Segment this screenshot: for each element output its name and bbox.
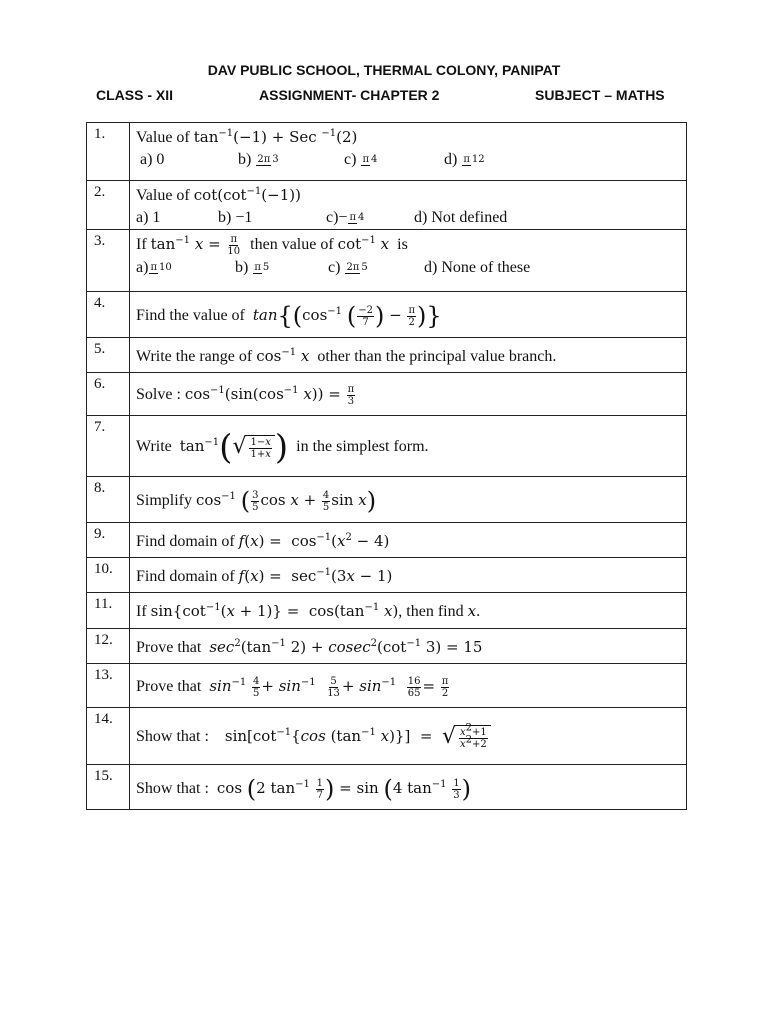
subject-label: SUBJECT – MATHS: [535, 87, 665, 103]
school-name: DAV PUBLIC SCHOOL, THERMAL COLONY, PANIPAT: [207, 62, 561, 78]
question-row-13: [87, 664, 687, 708]
question-number: 14.: [87, 708, 130, 765]
question-row-7: [87, 416, 687, 477]
question-number: 6.: [87, 373, 130, 416]
question-number: 15.: [87, 765, 130, 810]
question-text: Find domain of $f(x) = \cos^{-1}(x^2 - 4)$: [130, 523, 687, 558]
question-row-6: [87, 373, 687, 416]
question-row-8: [87, 477, 687, 523]
question-row-12: [87, 629, 687, 664]
question-text: Value of $\cot(\cot^{-1}(-1))$ a) 1 b) −1 c)− π 4 d) Not defined: [130, 181, 687, 230]
question-number: 2.: [87, 181, 130, 230]
question-text: Write $\tan^{-1}$( √ $\frac{1-x}{1+x}$ ) in the simplest form.: [130, 416, 687, 477]
question-number: 13.: [87, 664, 130, 708]
question-number: 11.: [87, 593, 130, 629]
question-number: 8.: [87, 477, 130, 523]
question-text: Simplify $\cos^{-1}$ ( $\frac{3}{5}$ cos x + $\frac{4}{5}$ sin x): [130, 477, 687, 523]
question-row-15: [87, 765, 687, 810]
question-text: If $\sin\{\cot^{-1}(x + 1)\} = \cos(\tan^{-1}$ x), then find x.: [130, 593, 687, 629]
question-number: 5.: [87, 338, 130, 373]
question-number: 4.: [87, 292, 130, 338]
question-text: Find the value of $\tan\{(\cos^{-1}$ ( $\frac{-2}{7}$ ) − $\frac{\pi}{2}$ )}: [130, 292, 687, 338]
question-number: 7.: [87, 416, 130, 477]
question-text: Prove that $\sin^{-1}$ $\frac{4}{5}$ + $\sin^{-1}$ $\frac{5}{13}$ + $\sin^{-1}$ $\frac{16}{65}$ = $\frac{\pi}{2}$: [130, 664, 687, 708]
question-text: If $\tan^{-1} x$ = $\frac{\pi}{10}$ then value of $\cot^{-1} x$ is a) π 10 b) π 5 c) 2π 5 d) None of these: [130, 230, 687, 292]
question-row-14: [87, 708, 687, 765]
question-text: Value of $\tan^{-1}(-1)$ + Sec $^{-1}$(2) a) 0 b) 2π 3 c) π 4 d) π 12: [130, 123, 687, 181]
question-number: 3.: [87, 230, 130, 292]
question-number: 1.: [87, 123, 130, 181]
question-row-11: [87, 593, 687, 629]
question-row-3: [87, 230, 687, 292]
question-row-5: [87, 338, 687, 373]
question-row-9: [87, 523, 687, 558]
question-text: Prove that $\sec^2(\tan^{-1}$ $2) + cosec^2(\cot^{-1}$ 3) = 15: [130, 629, 687, 664]
question-row-2: [87, 181, 687, 230]
class-label: CLASS - XII: [96, 87, 174, 103]
question-number: 9.: [87, 523, 130, 558]
question-row-10: [87, 558, 687, 593]
question-row-4: [87, 292, 687, 338]
question-text: Find domain of $f(x) = \sec^{-1}(3x - 1)$: [130, 558, 687, 593]
questions-table: [86, 122, 687, 810]
question-number: 10.: [87, 558, 130, 593]
question-number: 12.: [87, 629, 130, 664]
question-text: Show that : cos (2 $\tan^{-1}$ $\frac{1}{7}$ ) = sin (4 $\tan^{-1}$ $\frac{1}{3}$ ): [130, 765, 687, 810]
question-text: Solve : $\cos^{-1}(\sin(\cos^{-1}$ x)) = $\frac{\pi}{3}$: [130, 373, 687, 416]
question-text: Show that : $\sin[\cot^{-1}\{\cos$ ($\tan^{-1}$ x)}] = √ $\frac{x^2+1}{x^2+2}$: [130, 708, 687, 765]
question-row-1: [87, 123, 687, 181]
assignment-label: ASSIGNMENT- CHAPTER 2: [259, 87, 440, 103]
question-text: Write the range of $\cos^{-1} x$ other than the principal value branch.: [130, 338, 687, 373]
